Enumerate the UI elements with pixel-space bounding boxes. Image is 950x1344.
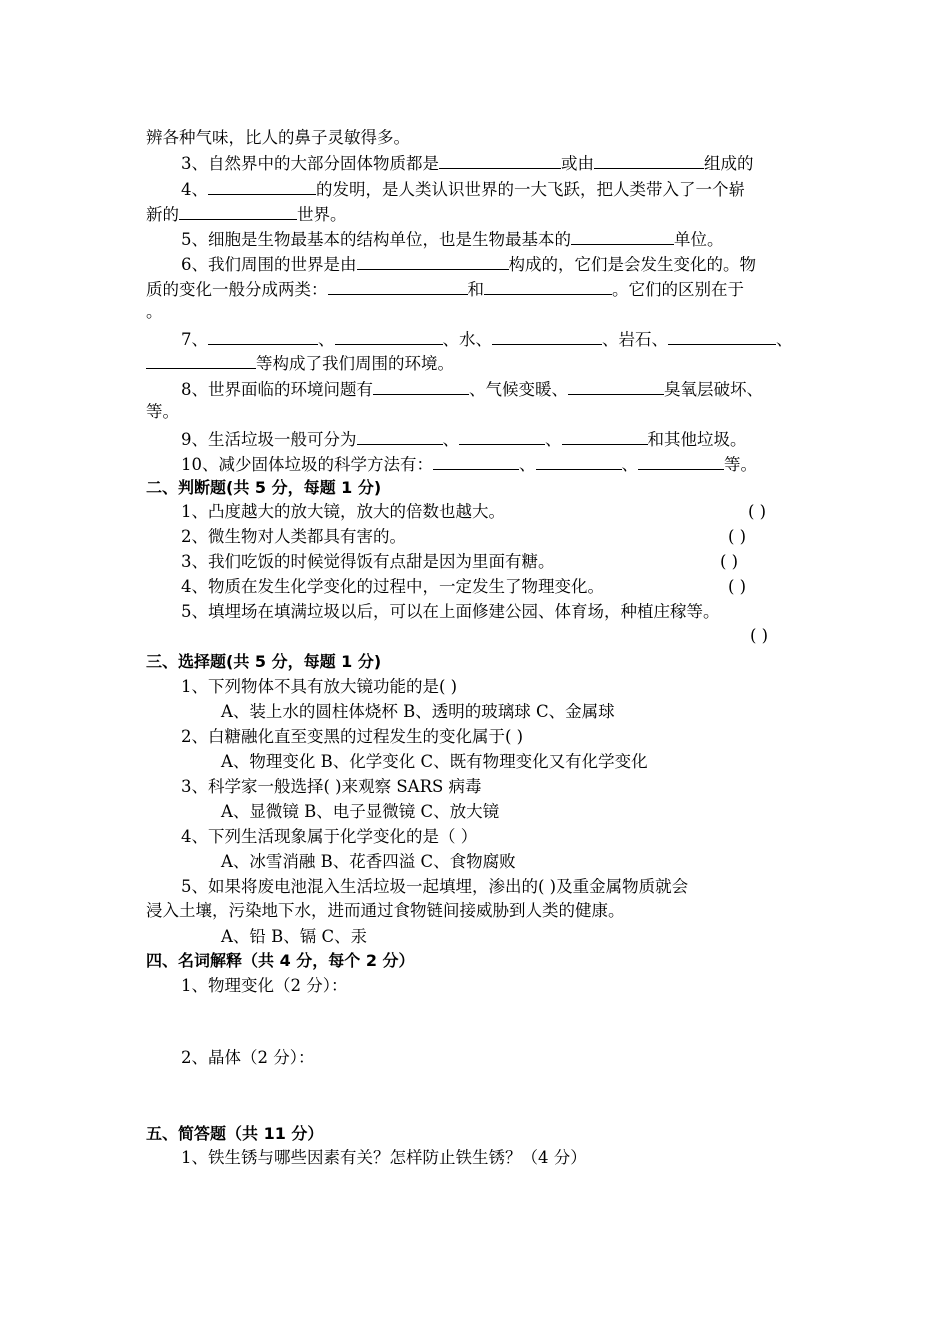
fill-q4: 4、 的发明，是人类认识世界的一大飞跃，把人类带入了一个崭 bbox=[181, 176, 745, 202]
choice-options[interactable]: A、物理变化 B、化学变化 C、既有物理变化又有化学变化 bbox=[221, 752, 648, 771]
answer-blank[interactable] bbox=[373, 376, 469, 395]
choice-options[interactable]: A、铅 B、镉 C、汞 bbox=[221, 927, 368, 946]
answer-blank[interactable] bbox=[571, 226, 674, 245]
choice-question-cont: 浸入土壤，污染地下水，进而通过食物链间接威胁到人类的健康。 bbox=[146, 901, 625, 920]
fill-q7-cont: 等构成了我们周围的环境。 bbox=[146, 350, 454, 376]
choice-question: 5、如果将废电池混入生活垃圾一起填埋，渗出的( )及重金属物质就会 bbox=[181, 877, 689, 896]
fill-q6-cont: 质的变化一般分成两类： 和 。它们的区别在于 bbox=[146, 276, 744, 302]
choice-question: 4、下列生活现象属于化学变化的是（ ） bbox=[181, 827, 478, 846]
answer-paren[interactable]: ( ) bbox=[720, 552, 739, 571]
choice-question: 2、白糖融化直至变黑的过程发生的变化属于( ) bbox=[181, 727, 524, 746]
answer-blank[interactable] bbox=[594, 150, 704, 169]
choice-options[interactable]: A、冰雪消融 B、花香四溢 C、食物腐败 bbox=[221, 852, 516, 871]
answer-blank[interactable] bbox=[484, 276, 612, 295]
term-item: 1、物理变化（2 分）： bbox=[181, 976, 348, 995]
judge-item: 4、物质在发生化学变化的过程中，一定发生了物理变化。 bbox=[181, 577, 604, 596]
answer-blank[interactable] bbox=[146, 350, 256, 369]
answer-blank[interactable] bbox=[208, 176, 316, 195]
answer-blank[interactable] bbox=[536, 451, 622, 470]
fill-q6: 6、我们周围的世界是由 构成的，它们是会发生变化的。物 bbox=[181, 251, 756, 277]
fill-q5: 5、细胞是生物最基本的结构单位，也是生物最基本的 单位。 bbox=[181, 226, 724, 252]
fill-q8: 8、世界面临的环境问题有 、气候变暖、 臭氧层破坏、 bbox=[181, 376, 763, 402]
answer-paren[interactable]: ( ) bbox=[750, 626, 769, 645]
judge-item: 3、我们吃饭的时候觉得饭有点甜是因为里面有糖。 bbox=[181, 552, 555, 571]
fill-q10: 10、减少固体垃圾的科学方法有： 、 、 等。 bbox=[181, 451, 757, 477]
answer-blank[interactable] bbox=[433, 451, 519, 470]
answer-blank[interactable] bbox=[328, 276, 468, 295]
short-question: 1、铁生锈与哪些因素有关？怎样防止铁生锈？（4 分） bbox=[181, 1148, 587, 1167]
answer-blank[interactable] bbox=[492, 326, 602, 345]
choice-options[interactable]: A、显微镜 B、电子显微镜 C、放大镜 bbox=[221, 802, 500, 821]
answer-blank[interactable] bbox=[335, 326, 443, 345]
judge-item: 1、凸度越大的放大镜，放大的倍数也越大。 bbox=[181, 502, 505, 521]
fill-q7: 7、 、 、水、 、岩石、 、 bbox=[181, 326, 793, 352]
answer-blank[interactable] bbox=[357, 426, 443, 445]
answer-paren[interactable]: ( ) bbox=[728, 527, 747, 546]
section-heading-short: 五、简答题（共 11 分） bbox=[146, 1124, 324, 1143]
answer-paren[interactable]: ( ) bbox=[748, 502, 767, 521]
choice-question: 3、科学家一般选择( )来观察 SARS 病毒 bbox=[181, 777, 482, 796]
fill-q3: 3、自然界中的大部分固体物质都是 或由 组成的 bbox=[181, 150, 754, 176]
answer-blank[interactable] bbox=[179, 201, 297, 220]
judge-item: 5、填埋场在填满垃圾以后，可以在上面修建公园、体育场，种植庄稼等。 bbox=[181, 602, 720, 621]
fill-q9: 9、生活垃圾一般可分为 、 、 和其他垃圾。 bbox=[181, 426, 747, 452]
answer-blank[interactable] bbox=[439, 150, 561, 169]
answer-blank[interactable] bbox=[638, 451, 724, 470]
choice-options[interactable]: A、装上水的圆柱体烧杯 B、透明的玻璃球 C、金属球 bbox=[221, 702, 615, 721]
fill-q6-end: 。 bbox=[146, 302, 163, 321]
fill-q4-cont: 新的 世界。 bbox=[146, 201, 347, 227]
answer-blank[interactable] bbox=[459, 426, 545, 445]
answer-blank[interactable] bbox=[668, 326, 776, 345]
section-heading-terms: 四、名词解释（共 4 分，每个 2 分） bbox=[146, 951, 415, 970]
answer-blank[interactable] bbox=[562, 426, 648, 445]
fill-q2-tail: 辨各种气味，比人的鼻子灵敏得多。 bbox=[146, 128, 410, 147]
answer-blank[interactable] bbox=[208, 326, 318, 345]
section-heading-choice: 三、选择题(共 5 分，每题 1 分) bbox=[146, 652, 382, 671]
section-heading-judge: 二、判断题(共 5 分，每题 1 分) bbox=[146, 478, 382, 497]
answer-blank[interactable] bbox=[357, 251, 509, 270]
fill-q8-cont: 等。 bbox=[146, 402, 179, 421]
judge-item: 2、微生物对人类都具有害的。 bbox=[181, 527, 406, 546]
term-item: 2、晶体（2 分）： bbox=[181, 1048, 315, 1067]
answer-blank[interactable] bbox=[568, 376, 664, 395]
answer-paren[interactable]: ( ) bbox=[728, 577, 747, 596]
choice-question: 1、下列物体不具有放大镜功能的是( ) bbox=[181, 677, 458, 696]
